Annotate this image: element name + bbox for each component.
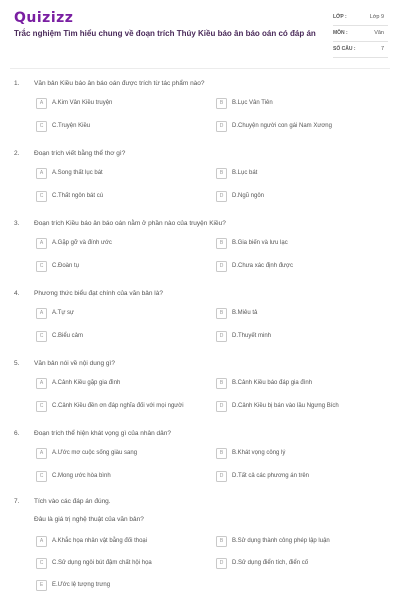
worksheet-meta — [333, 10, 388, 58]
question-text: Văn bản Kiều báo ân báo oán được trích từ tác phẩm nào? — [34, 80, 205, 87]
question-text: Đoạn trích Kiều báo ân báo oán nằm ở phần nào của truyện Kiều? — [34, 220, 226, 227]
option-a[interactable] — [36, 238, 206, 250]
option-c[interactable] — [36, 191, 206, 203]
option-c[interactable] — [36, 558, 206, 570]
option-letter-box[interactable]: C — [36, 331, 47, 342]
option-letter-box[interactable]: A — [36, 536, 47, 547]
option-text: C.Thất ngôn bát cú — [52, 192, 104, 199]
option-letter-box[interactable]: B — [216, 168, 227, 179]
option-letter-box[interactable]: D — [216, 471, 227, 482]
option-letter-box[interactable]: A — [36, 98, 47, 109]
option-text: A.Gặp gỡ và đính ước — [52, 239, 112, 246]
option-text: D.Ngũ ngôn — [232, 192, 265, 199]
option-letter-box[interactable]: C — [36, 191, 47, 202]
option-letter-box[interactable]: D — [216, 261, 227, 272]
option-letter-box[interactable]: B — [216, 238, 227, 249]
option-d[interactable] — [216, 261, 386, 273]
option-d[interactable] — [216, 401, 386, 413]
option-text: E.Ước lệ tượng trưng — [52, 581, 111, 588]
option-c[interactable] — [36, 121, 206, 133]
option-text: B.Khát vọng công lý — [232, 449, 286, 456]
question-text: Đoạn trích thể hiện khát vọng gì của nhân dân? — [34, 430, 171, 437]
option-letter-box[interactable]: D — [216, 331, 227, 342]
question-number: 4. — [14, 290, 20, 297]
option-d[interactable] — [216, 558, 386, 570]
option-e[interactable] — [36, 580, 206, 592]
option-text: D.Cảnh Kiều bị bán vào lầu Ngưng Bích — [232, 402, 339, 409]
option-text: A.Khắc họa nhân vật bằng đối thoại — [52, 537, 148, 544]
worksheet-header — [0, 0, 400, 62]
option-letter-box[interactable]: C — [36, 471, 47, 482]
option-text: B.Gia biến và lưu lạc — [232, 239, 288, 246]
option-letter-box[interactable]: B — [216, 536, 227, 547]
option-text: A.Kim Vân Kiều truyện — [52, 99, 113, 106]
option-text: C.Truyện Kiều — [52, 122, 91, 129]
option-text: A.Tự sự — [52, 309, 75, 316]
option-text: D.Tất cả các phương án trên — [232, 472, 309, 479]
option-a[interactable] — [36, 378, 206, 390]
option-text: B.Cảnh Kiều báo đáp gia đình — [232, 379, 313, 386]
option-b[interactable] — [216, 536, 386, 548]
option-letter-box[interactable]: B — [216, 308, 227, 319]
option-text: A.Ước mơ cuộc sống giàu sang — [52, 449, 138, 456]
meta-value: Văn — [374, 30, 384, 36]
option-b[interactable] — [216, 98, 386, 110]
question-number: 1. — [14, 80, 20, 87]
option-letter-box[interactable]: B — [216, 98, 227, 109]
option-b[interactable] — [216, 168, 386, 180]
option-b[interactable] — [216, 448, 386, 460]
option-letter-box[interactable]: D — [216, 401, 227, 412]
option-a[interactable] — [36, 168, 206, 180]
option-a[interactable] — [36, 536, 206, 548]
option-d[interactable] — [216, 121, 386, 133]
option-a[interactable] — [36, 308, 206, 320]
option-text: D.Chuyện người con gái Nam Xương — [232, 122, 332, 129]
option-b[interactable] — [216, 238, 386, 250]
option-letter-box[interactable]: A — [36, 308, 47, 319]
header-divider — [10, 68, 390, 69]
option-d[interactable] — [216, 331, 386, 343]
question-subtext: Đâu là giá trị nghệ thuật của văn bản? — [34, 516, 144, 523]
meta-key: MÔN : — [333, 30, 348, 36]
question-number: 3. — [14, 220, 20, 227]
option-d[interactable] — [216, 191, 386, 203]
meta-row-subject — [333, 26, 388, 42]
option-c[interactable] — [36, 471, 206, 483]
meta-value: Lớp 9 — [369, 14, 384, 20]
meta-row-class — [333, 10, 388, 26]
option-text: C.Đoàn tụ — [52, 262, 80, 269]
option-letter-box[interactable]: A — [36, 448, 47, 459]
option-b[interactable] — [216, 308, 386, 320]
option-a[interactable] — [36, 98, 206, 110]
option-c[interactable] — [36, 261, 206, 273]
meta-row-question-count — [333, 42, 388, 58]
meta-key: LỚP : — [333, 14, 347, 20]
option-text: A.Song thất lục bát — [52, 169, 103, 176]
option-letter-box[interactable]: C — [36, 261, 47, 272]
meta-value: 7 — [380, 46, 384, 52]
option-text: C.Biểu cảm — [52, 332, 84, 339]
option-letter-box[interactable]: E — [36, 580, 47, 591]
option-text: C.Mong ước hòa bình — [52, 472, 111, 479]
option-text: D.Thuyết minh — [232, 332, 272, 339]
option-letter-box[interactable]: A — [36, 378, 47, 389]
option-letter-box[interactable]: D — [216, 121, 227, 132]
option-letter-box[interactable]: B — [216, 448, 227, 459]
option-text: B.Miêu tả — [232, 309, 258, 316]
option-letter-box[interactable]: C — [36, 121, 47, 132]
question-text: Phương thức biểu đạt chính của văn bản là? — [34, 290, 163, 297]
option-letter-box[interactable]: B — [216, 378, 227, 389]
option-text: A.Cảnh Kiều gặp gia đình — [52, 379, 121, 386]
option-text: D.Chưa xác định được — [232, 262, 293, 269]
option-d[interactable] — [216, 471, 386, 483]
option-b[interactable] — [216, 378, 386, 390]
option-a[interactable] — [36, 448, 206, 460]
quizizz-logo[interactable]: Quizizz — [14, 10, 74, 26]
option-letter-box[interactable]: D — [216, 191, 227, 202]
option-letter-box[interactable]: C — [36, 401, 47, 412]
option-text: C.Cảnh Kiều đền ơn đáp nghĩa đối với mọi người — [52, 402, 184, 409]
option-letter-box[interactable]: A — [36, 168, 47, 179]
option-text: D.Sử dụng điển tích, điển cố — [232, 559, 309, 566]
question-number: 5. — [14, 360, 20, 367]
option-letter-box[interactable]: D — [216, 558, 227, 569]
worksheet-title: Trắc nghiệm Tìm hiểu chung về đoạn trích Thúy Kiều báo ân báo oán có đáp án — [14, 29, 316, 38]
option-c[interactable] — [36, 331, 206, 343]
meta-key: SỐ CÂU : — [333, 46, 356, 52]
question-text: Văn bản nói về nội dung gì? — [34, 360, 115, 367]
option-letter-box[interactable]: A — [36, 238, 47, 249]
option-text: B.Lục bát — [232, 169, 258, 176]
option-text: B.Lục Vân Tiên — [232, 99, 273, 106]
question-text: Tích vào các đáp án đúng. — [34, 498, 111, 505]
option-letter-box[interactable]: C — [36, 558, 47, 569]
question-number: 2. — [14, 150, 20, 157]
question-number: 7. — [14, 498, 20, 505]
option-text: B.Sử dụng thành công phép lập luận — [232, 537, 330, 544]
option-c[interactable] — [36, 401, 206, 413]
option-text: C.Sử dụng ngôi bút đậm chất hội họa — [52, 559, 152, 566]
question-text: Đoạn trích viết bằng thể thơ gì? — [34, 150, 126, 157]
question-number: 6. — [14, 430, 20, 437]
